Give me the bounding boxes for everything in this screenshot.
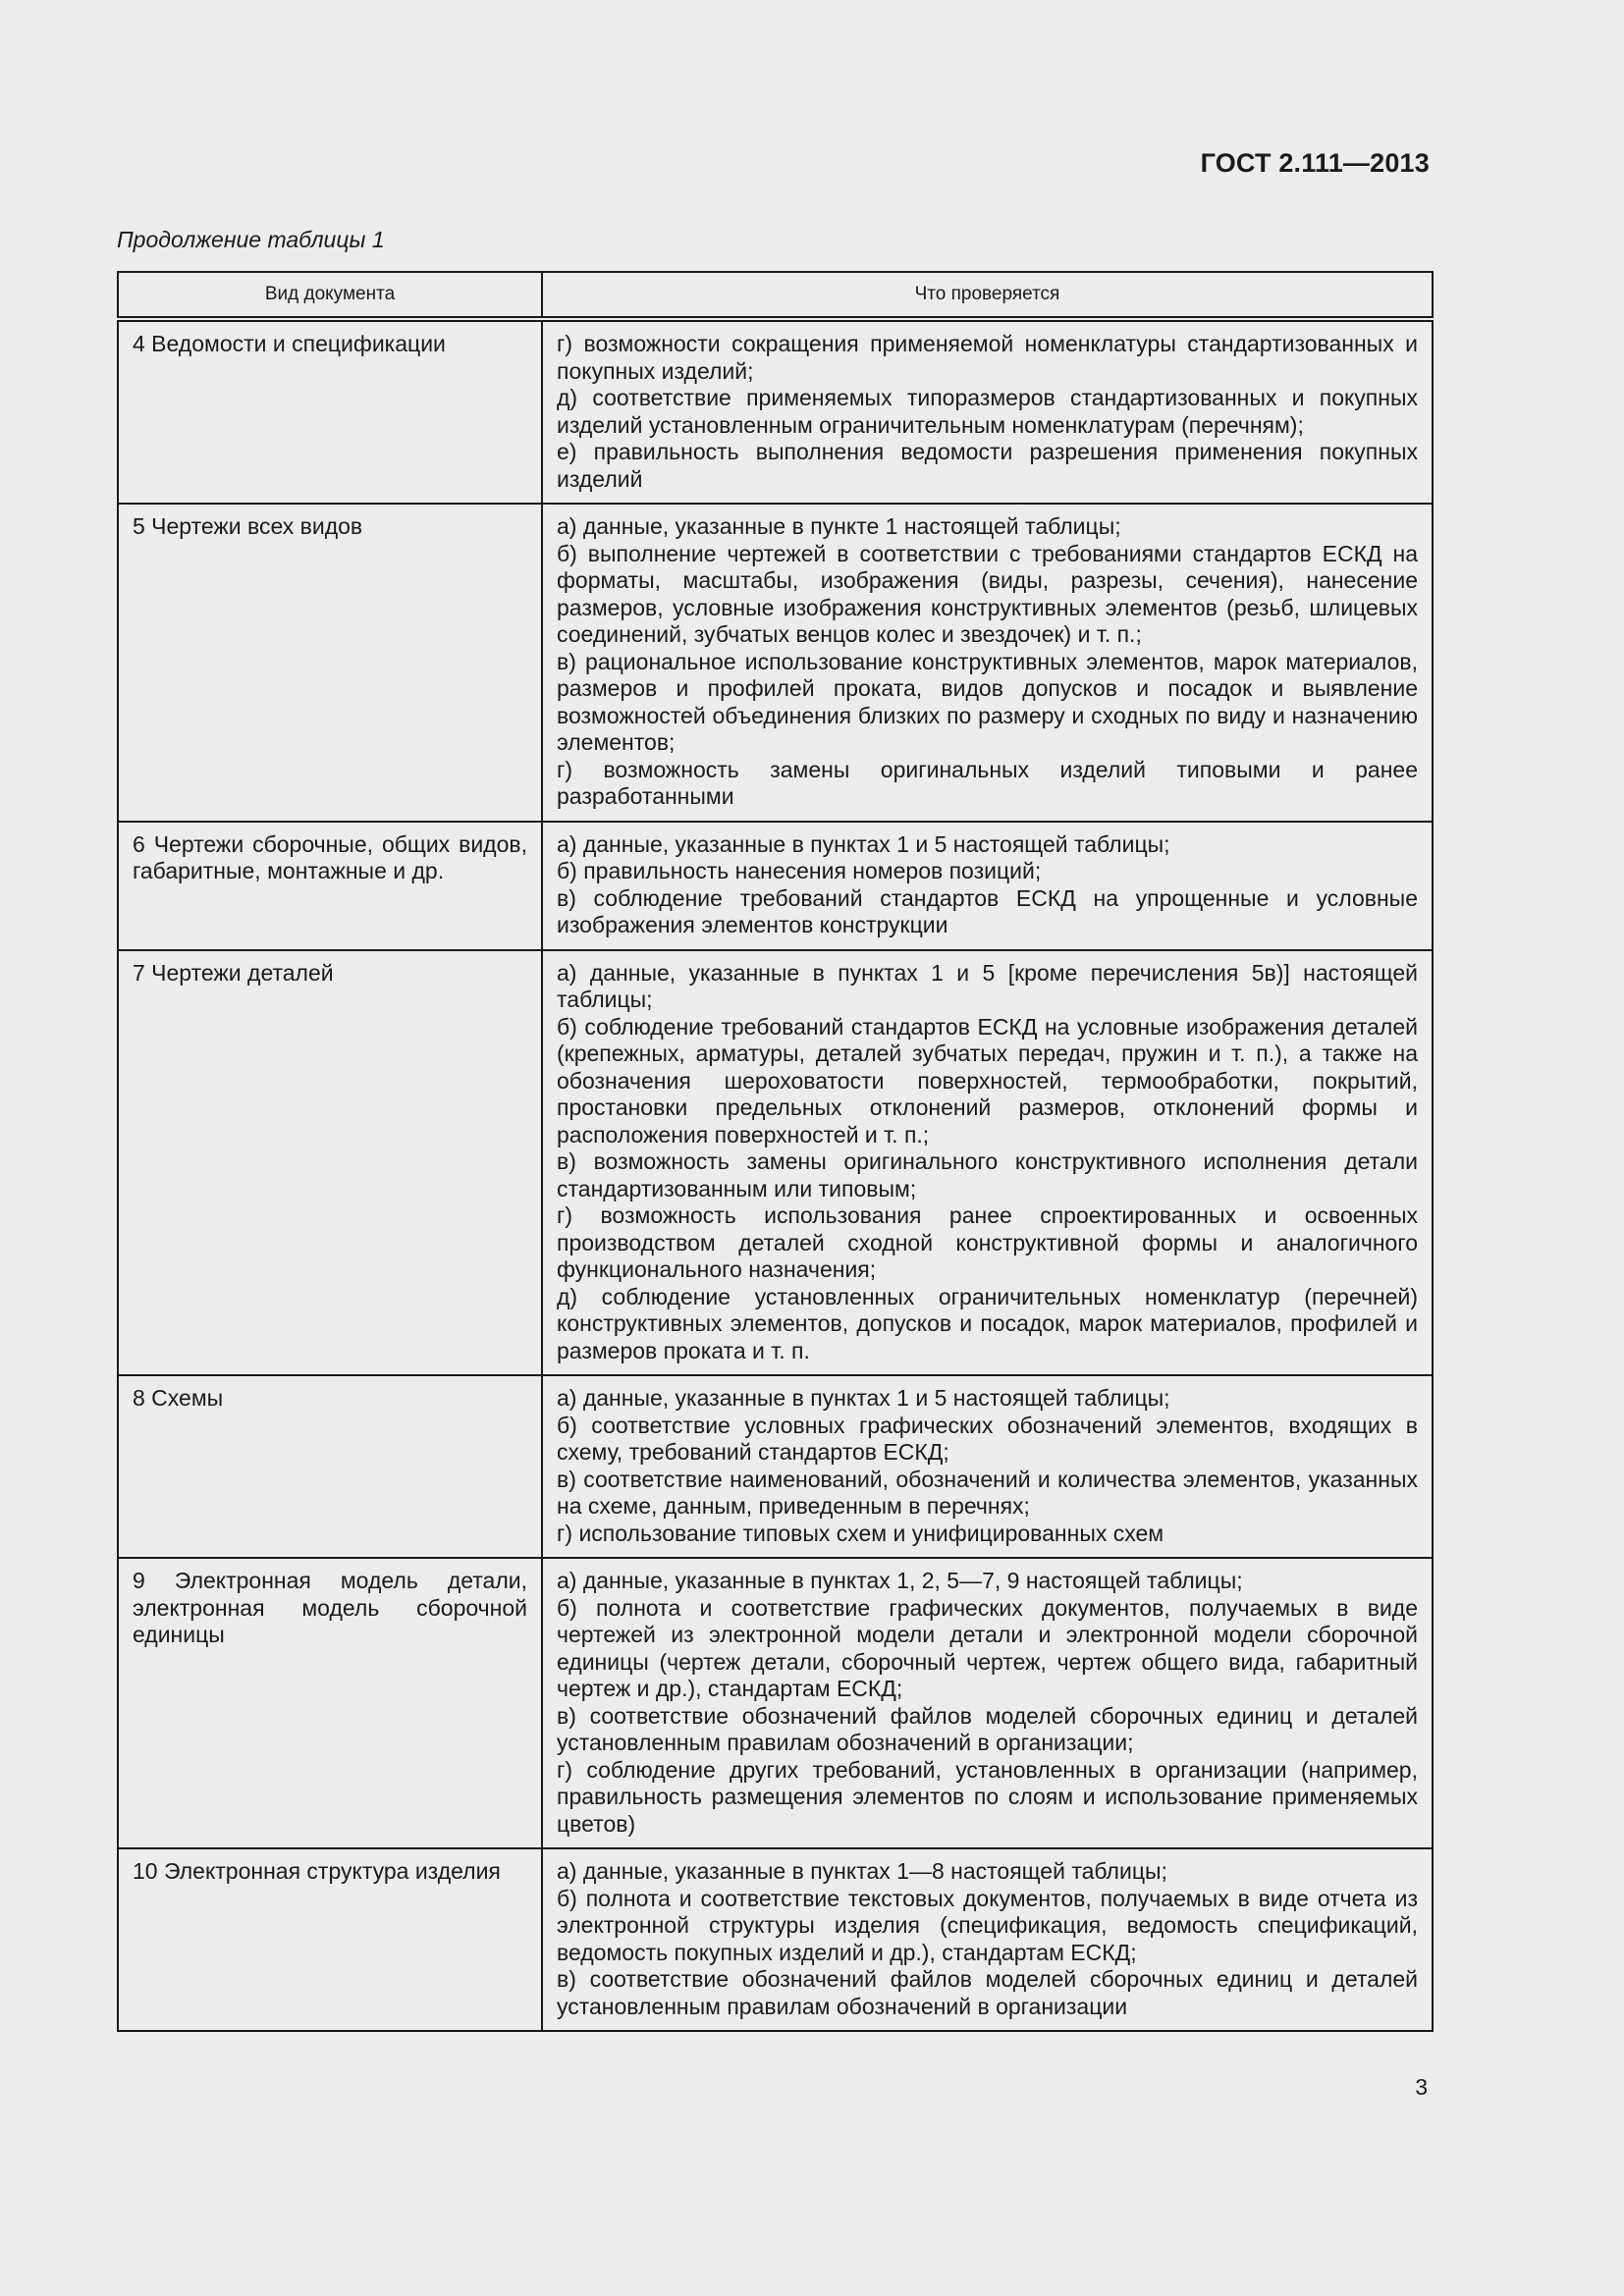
check-item: в) соответствие обозначений файлов моделей сборочных единиц и деталей установленным правилам обозначений в организации — [557, 1966, 1418, 2019]
checks-table — [117, 271, 1434, 2032]
check-item: б) полнота и соответствие текстовых документов, получаемых в виде отчета из электронной структуры изделия (спецификация, ведомость спецификаций, ведомость покупных изделий и др.), стандартам ЕСКД; — [557, 1885, 1418, 1965]
check-item: в) соответствие наименований, обозначений и количества элементов, указанных на схеме, данным, приведенным в перечнях; — [557, 1466, 1418, 1519]
check-item: б) правильность нанесения номеров позиций; — [557, 858, 1042, 883]
table-row — [118, 1558, 1433, 1848]
table-row — [118, 1848, 1433, 2031]
checks-cell — [542, 822, 1433, 950]
check-item: в) возможность замены оригинального конструктивного исполнения детали стандартизованным или типовым; — [557, 1148, 1418, 1201]
check-item: г) возможность использования ранее спроектированных и освоенных производством деталей сходной конструктивной формы и аналогичного функционального назначения; — [557, 1202, 1418, 1282]
check-item: б) соответствие условных графических обозначений элементов, входящих в схему, требований стандартов ЕСКД; — [557, 1412, 1418, 1465]
check-item: в) соблюдение требований стандартов ЕСКД на упрощенные и условные изображения элементов конструкции — [557, 884, 1418, 937]
check-item: д) соблюдение установленных ограничительных номенклатур (перечней) конструктивных элементов, допусков и посадок, марок материалов, профилей и размеров проката и т. п. — [557, 1283, 1418, 1363]
check-item: г) использование типовых схем и унифицированных схем — [557, 1520, 1164, 1546]
standard-code-header: ГОСТ 2.111—2013 — [1200, 148, 1430, 178]
column-header-doc-type: Вид документа — [118, 272, 542, 319]
table-row — [118, 950, 1433, 1376]
checks-cell — [542, 319, 1433, 504]
check-item: а) данные, указанные в пункте 1 настоящей таблицы; — [557, 513, 1121, 539]
table-row — [118, 319, 1433, 504]
check-item: г) возможность замены оригинальных изделий типовыми и ранее разработанными — [557, 756, 1418, 809]
checks-cell — [542, 1848, 1433, 2031]
doc-type-cell: 6 Чертежи сборочные, общих видов, габаритные, монтажные и др. — [118, 822, 542, 950]
check-item: б) полнота и соответствие графических документов, получаемых в виде чертежей из электронной модели детали и электронной модели сборочной единицы (чертеж детали, сборочный чертеж, чертеж общего вида, габаритный чертеж и др.), стандартам ЕСКД; — [557, 1594, 1418, 1701]
check-item: а) данные, указанные в пунктах 1, 2, 5—7, 9 настоящей таблицы; — [557, 1568, 1243, 1593]
page-number: 3 — [1415, 2074, 1428, 2100]
check-item: г) соблюдение других требований, установленных в организации (например, правильность размещения элементов по слоям и использование применяемых цветов) — [557, 1756, 1418, 1837]
check-item: а) данные, указанные в пунктах 1 и 5 настоящей таблицы; — [557, 830, 1170, 857]
doc-type-cell: 4 Ведомости и спецификации — [118, 319, 542, 504]
checks-cell — [542, 504, 1433, 822]
doc-type-cell: 8 Схемы — [118, 1375, 542, 1558]
check-item: а) данные, указанные в пунктах 1 и 5 настоящей таблицы; — [557, 1385, 1170, 1411]
check-item: б) выполнение чертежей в соответствии с требованиями стандартов ЕСКД на форматы, масштабы, изображения (виды, разрезы, сечения), нанесение размеров, условные изображения конструктивных элементов (резьб, шлицевых соединений, зубчатых венцов колес и звездочек) и т. п.; — [557, 540, 1418, 647]
check-item: в) рациональное использование конструктивных элементов, марок материалов, размеров и профилей проката, видов допусков и посадок и выявление возможностей объединения близких по размеру и сходных по виду и назначению элементов; — [557, 648, 1418, 755]
check-item: д) соответствие применяемых типоразмеров стандартизованных и покупных изделий установленным ограничительным номенклатурам (перечням); — [557, 385, 1418, 438]
table-body — [118, 319, 1433, 2031]
checks-cell — [542, 1375, 1433, 1558]
table-row — [118, 504, 1433, 822]
doc-type-cell: 9 Электронная модель детали, электронная модель сборочной единицы — [118, 1558, 542, 1848]
doc-type-cell: 10 Электронная структура изделия — [118, 1848, 542, 2031]
check-item: б) соблюдение требований стандартов ЕСКД на условные изображения деталей (крепежных, арматуры, деталей зубчатых передач, пружин и т. п.), а также на обозначения шероховатости поверхностей, термообработки, покрытий, простановки предельных отклонений размеров, отклонений формы и расположения поверхностей и т. п.; — [557, 1013, 1418, 1148]
check-item: е) правильность выполнения ведомости разрешения применения покупных изделий — [557, 439, 1418, 492]
check-item: в) соответствие обозначений файлов моделей сборочных единиц и деталей установленным правилам обозначений в организации; — [557, 1702, 1418, 1755]
doc-type-cell: 7 Чертежи деталей — [118, 950, 542, 1376]
checks-cell — [542, 1558, 1433, 1848]
checks-cell — [542, 950, 1433, 1376]
table-row — [118, 822, 1433, 950]
check-item: а) данные, указанные в пунктах 1 и 5 [кроме перечисления 5в)] настоящей таблицы; — [557, 959, 1418, 1012]
check-item: а) данные, указанные в пунктах 1—8 настоящей таблицы; — [557, 1858, 1167, 1884]
table-header-row — [118, 272, 1433, 319]
table-row — [118, 1375, 1433, 1558]
column-header-checks: Что проверяется — [542, 272, 1433, 319]
doc-type-cell: 5 Чертежи всех видов — [118, 504, 542, 822]
check-item: г) возможности сокращения применяемой номенклатуры стандартизованных и покупных изделий; — [557, 331, 1418, 384]
table-caption: Продолжение таблицы 1 — [117, 227, 385, 252]
